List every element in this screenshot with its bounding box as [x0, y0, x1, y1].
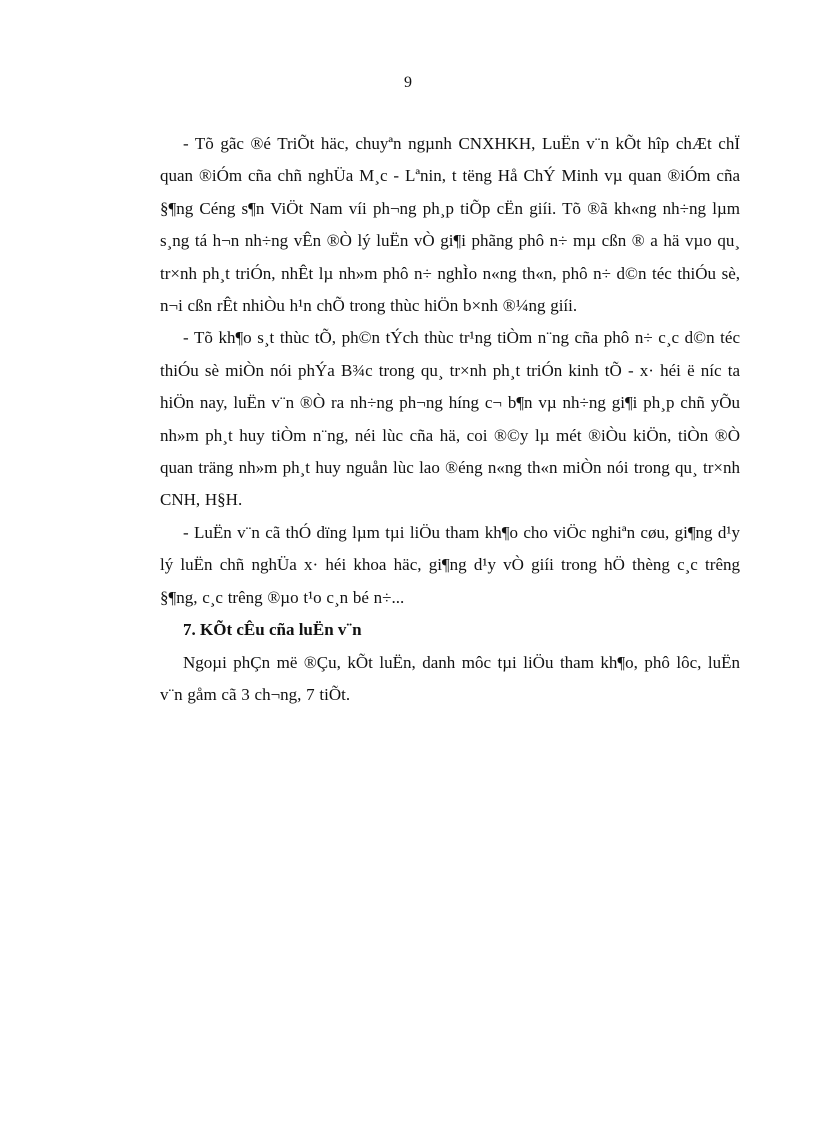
- paragraph-theoretical-contribution: - Tõ gãc ®é TriÕt häc, chuyªn ngµnh CNXHKH, LuËn v¨n kÕt hîp chÆt chÏ quan ®iÓm cña chñ nghÜa M¸c - Lªnin, t tëng Hå ChÝ Minh vµ quan ®iÓm cña §¶ng Céng s¶n ViÖt Nam víi ph¬ng ph¸p tiÕp cËn giíi. Tõ ®ã kh«ng nh÷ng lµm s¸ng tá h¬n nh÷ng vÊn ®Ò lý luËn vÒ gi¶i phãng phô n÷ mµ cßn ® a hä vµo qu¸ tr×nh ph¸t triÓn, nhÊt lµ nh»m phô n÷ nghÌo n«ng th«n, phô n÷ d©n téc thiÓu sè, n¬i cßn rÊt nhiÒu h¹n chÕ trong thùc hiÖn b×nh ®¼ng giíi.: [160, 134, 740, 316]
- paragraph-reference-use: - LuËn v¨n cã thÓ dïng lµm tµi liÖu tham kh¶o cho viÖc nghiªn cøu, gi¶ng d¹y lý luËn chñ nghÜa x· héi khoa häc, gi¶ng d¹y vÒ giíi trong hÖ thèng c¸c trêng §¶ng, c¸c trêng ®µo t¹o c¸n bé n÷...: [160, 522, 740, 607]
- page-number: 9: [404, 74, 412, 91]
- section-heading-structure: 7. KÕt cÊu cña luËn v¨n: [183, 620, 362, 640]
- paragraph-structure: Ngoµi phÇn më ®Çu, kÕt luËn, danh môc tµi liÖu tham kh¶o, phô lôc, luËn v¨n gåm cã 3 ch¬ng, 7 tiÕt.: [160, 652, 740, 704]
- document-body: [160, 128, 740, 711]
- paragraph-practical-contribution: - Tõ kh¶o s¸t thùc tÕ, ph©n tÝch thùc tr¹ng tiÒm n¨ng cña phô n÷ c¸c d©n téc thiÓu sè miÒn nói phÝa B¾c trong qu¸ tr×nh ph¸t triÓn kinh tÕ - x· héi ë níc ta hiÖn nay, luËn v¨n ®Ò ra nh÷ng ph¬ng híng c¬ b¶n vµ nh÷ng gi¶i ph¸p chñ yÕu nh»m ph¸t huy tiÒm n¨ng, néi lùc cña hä, coi ®©y lµ mét ®iÒu kiÖn, tiÒn ®Ò quan träng nh»m ph¸t huy nguån lùc lao ®éng n«ng th«n miÒn nói trong qu¸ tr×nh CNH, H§H.: [160, 328, 740, 510]
